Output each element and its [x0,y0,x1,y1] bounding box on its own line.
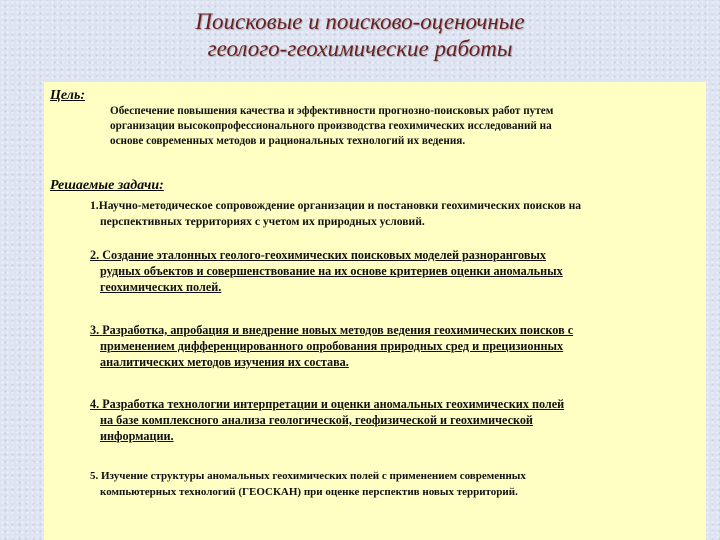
task-number: 4. [90,397,100,411]
task-text-line: применением дифференцированного опробования природных сред и прецизионных [100,339,564,353]
task-number: 3. [90,323,100,337]
task-item-3 [90,322,696,370]
task-text-line: информации. [100,429,174,443]
goal-label: Цель: [50,88,85,103]
slide-title-line-2: геолого-геохимические работы [207,36,513,61]
task-text-line: Разработка технологии интерпретации и оценки аномальных геохимических полей [102,397,565,411]
task-text-line: Создание эталонных геолого-геохимических поисковых моделей разноранговых [102,248,547,262]
goal-text-line: основе современных методов и рациональных технологий их ведения. [110,135,466,147]
task-number: 1. [90,199,99,212]
task-item-1 [90,198,696,230]
task-text-line: геохимических полей. [100,280,222,294]
task-item-5 [90,468,696,500]
task-text-line: компьютерных технологий (ГЕОСКАН) при оценке перспектив новых территорий. [100,486,518,498]
task-text-line: перспективных территориях с учетом их природных условий. [100,215,425,228]
task-text-line: Изучение структуры аномальных геохимических полей с применением современных [101,470,526,482]
goal-text-line: Обеспечение повышения качества и эффективности прогнозно-поисковых работ путем [110,105,554,117]
task-text-line: Научно-методическое сопровождение организации и постановки геохимических поисков на [98,199,582,212]
content-panel [44,82,706,540]
task-text-line: рудных объектов и совершенствование на их основе критериев оценки аномальных [100,264,563,278]
goal-text [110,104,690,149]
slide-title [0,8,720,62]
task-number: 5. [90,470,99,482]
task-text-line: аналитических методов изучения их состава. [100,355,349,369]
task-item-2 [90,247,696,295]
goal-text-line: организации высокопрофессионального производства геохимических исследований на [110,120,552,132]
task-item-4 [90,396,696,444]
slide-title-line-1: Поисковые и поисково-оценочные [195,9,525,34]
task-text-line: Разработка, апробация и внедрение новых методов ведения геохимических поисков с [102,323,574,337]
task-text-line: на базе комплексного анализа геологической, геофизической и геохимической [100,413,533,427]
tasks-label: Решаемые задачи: [50,178,164,193]
task-number: 2. [90,248,100,262]
